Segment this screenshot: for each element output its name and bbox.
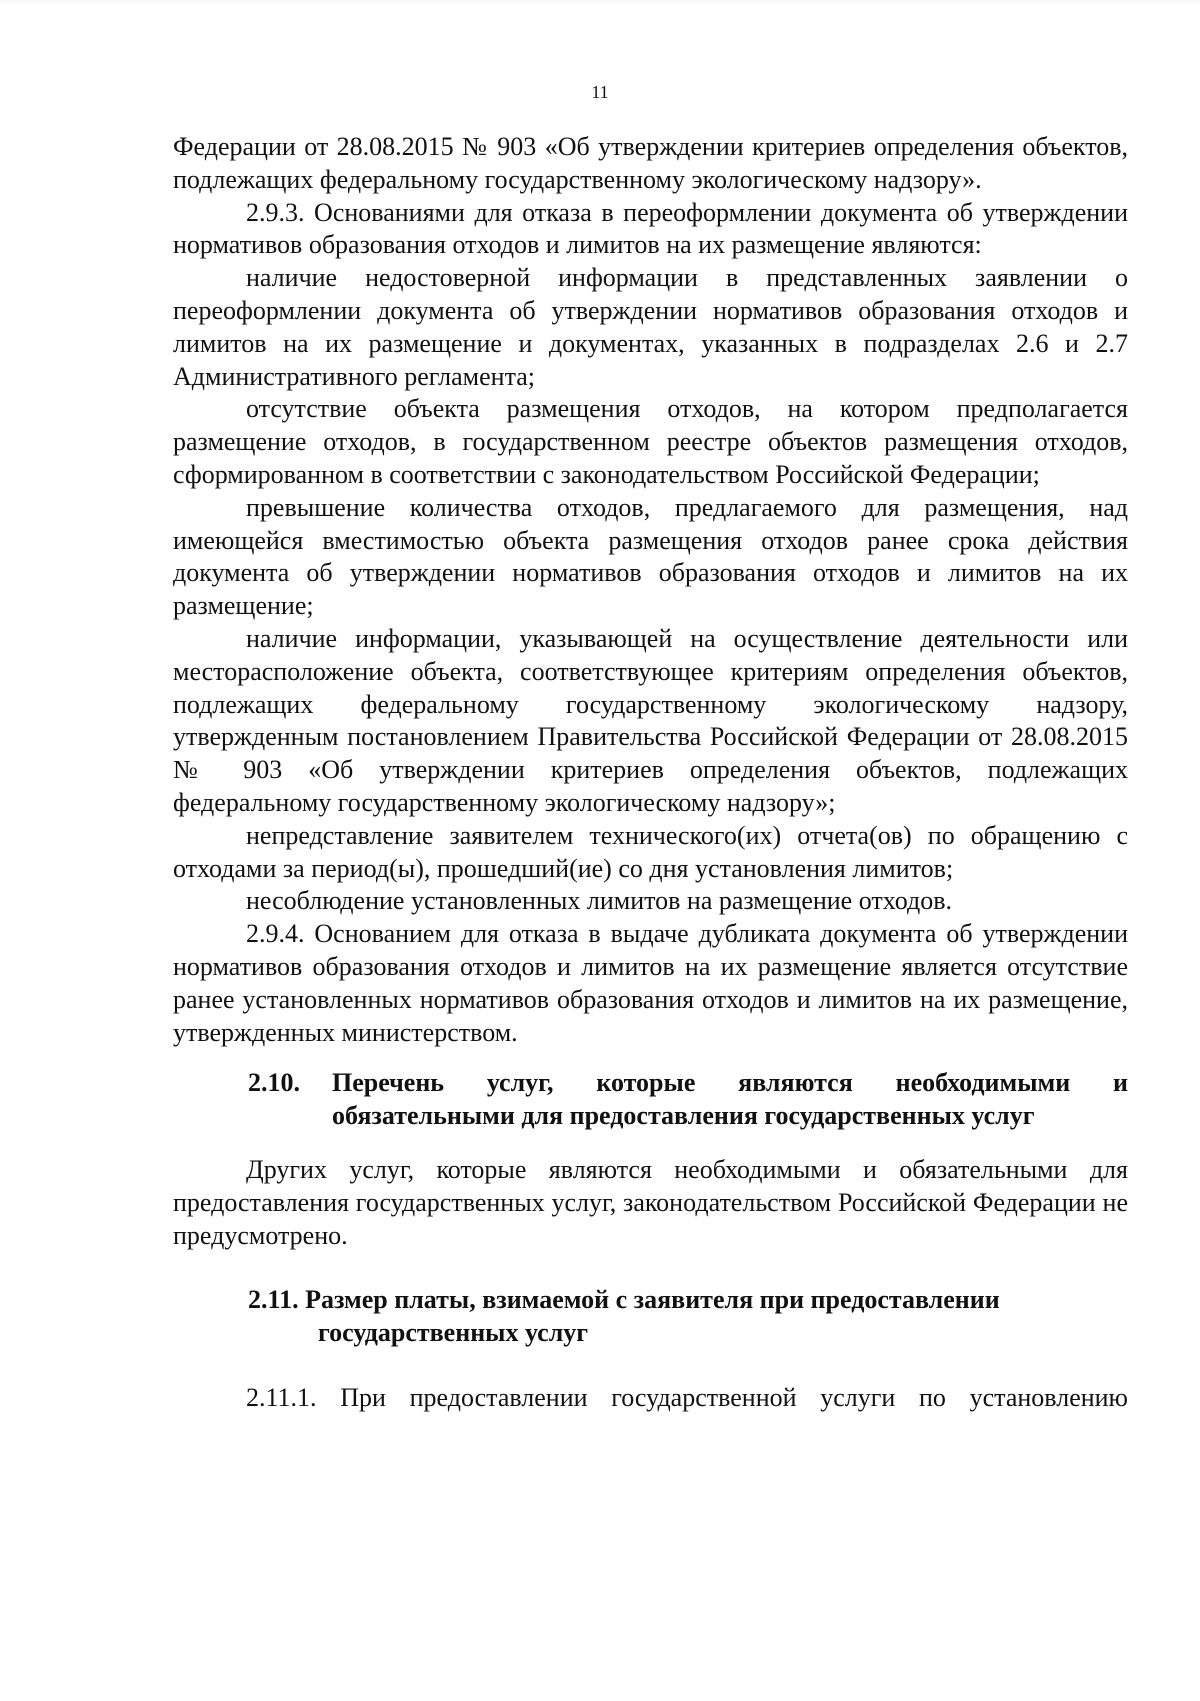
paragraph-2-9-3: 2.9.3. Основаниями для отказа в переоформлении документа об утверждении нормативов образования отходов и лимитов на их размещение являются: xyxy=(173,197,1128,260)
paragraph-2-9-4: 2.9.4. Основанием для отказа в выдаче дубликата документа об утверждении нормативов образования отходов и лимитов на их размещение является отсутствие ранее установленных нормативов образования отходов и лимитов на их размещение, утвержденных министерством. xyxy=(173,919,1128,1047)
section-title xyxy=(332,1067,1128,1133)
section-heading-2-10 xyxy=(173,1067,1128,1133)
section-title-line2: обязательными для предоставления государственных услуг xyxy=(332,1101,1035,1131)
paragraph-2-10: Других услуг, которые являются необходимыми и обязательными для предоставления государственных услуг, законодательством Российской Федерации не предусмотрено. xyxy=(173,1154,1128,1250)
paragraph-no-facility: отсутствие объекта размещения отходов, на котором предполагается размещение отходов, в государственном реестре объектов размещения отходов, сформированном в соответствии с законодательством Российской Федерации; xyxy=(173,394,1128,489)
paragraph-limits-violation: несоблюдение установленных лимитов на размещение отходов. xyxy=(246,886,953,916)
paragraph-continuation: Федерации от 28.08.2015 № 903 «Об утверждении критериев определения объектов, подлежащих федеральному государственному экологическому надзору». xyxy=(173,132,1128,194)
section-title-line1: 2.11. Размер платы, взимаемой с заявителя при предоставлении xyxy=(248,1285,1000,1315)
page-number: 11 xyxy=(591,82,609,102)
paragraph-inaccurate-info: наличие недостоверной информации в представленных заявлении о переоформлении документа об утверждении нормативов образования отходов и лимитов на их размещение и документах, указанных в подразделах 2.6 и 2.7 Административного регламента; xyxy=(173,263,1128,391)
section-title-line1: Перечень услуг, которые являются необходимыми и xyxy=(332,1068,1128,1098)
paragraph-no-report: непредставление заявителем технического(их) отчета(ов) по обращению с отходами за период(ы), прошедший(ие) со дня установления лимитов; xyxy=(173,820,1128,883)
section-title-line2: государственных услуг xyxy=(318,1318,589,1348)
scan-top-edge xyxy=(0,0,1200,6)
section-number: 2.10. xyxy=(248,1068,300,1098)
paragraph-2-11-1: 2.11.1. При предоставлении государственной услуги по установлению xyxy=(246,1382,1128,1412)
paragraph-capacity-exceeded: превышение количества отходов, предлагаемого для размещения, над имеющейся вместимостью объекта размещения отходов ранее срока действия документа об утверждении нормативов образования отходов и лимитов на их размещение; xyxy=(173,492,1128,621)
paragraph-federal-supervision: наличие информации, указывающей на осуществление деятельности или месторасположение объекта, соответствующее критериям определения объектов, подлежащих федеральному государственному экологическому надзору, утвержденным постановлением Правительства Российской Федерации от 28.08.2015 № 903 «Об утверждении критериев определения объектов, подлежащих федеральному государственному экологическому надзору»; xyxy=(173,623,1128,817)
document-body xyxy=(173,131,1128,1415)
section-heading-2-11 xyxy=(173,1284,1128,1350)
